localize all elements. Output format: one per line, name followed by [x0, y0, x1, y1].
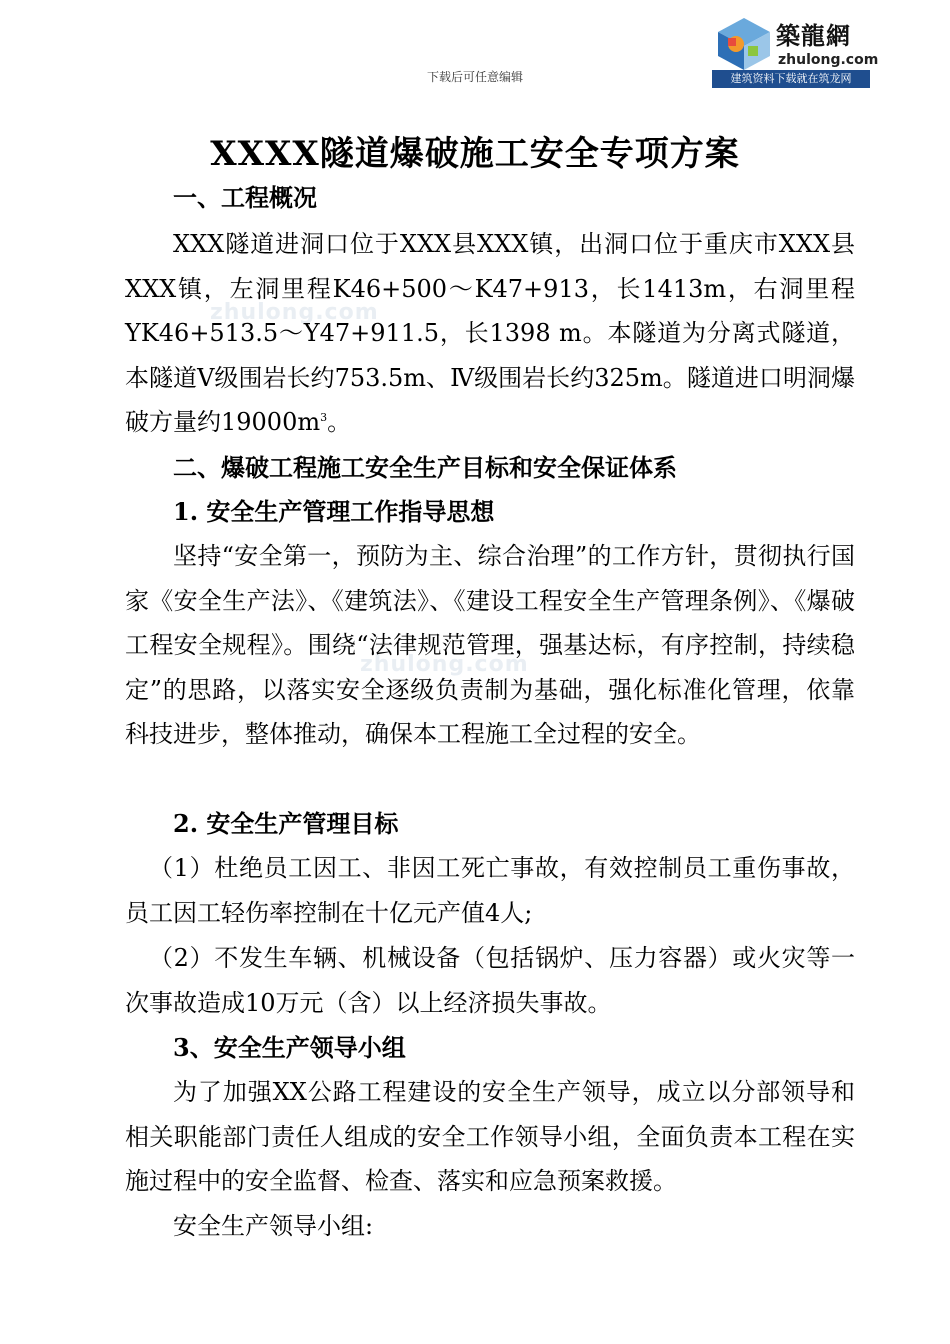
- header-note: 下载后可任意编辑: [426, 70, 523, 84]
- cubic-superscript: 3: [320, 411, 328, 424]
- logo-chinese-text: 築龍網: [776, 21, 851, 50]
- section-1-heading: 一、工程概况: [173, 183, 317, 212]
- watermark: zhulong.com: [360, 652, 529, 677]
- watermark: zhulong.com: [210, 300, 379, 325]
- goal-item-1: （1）杜绝员工因工、非因工死亡事故，有效控制员工重伤事故，员工因工轻伤率控制在十亿元产值4人;: [125, 854, 855, 927]
- subsection-3-heading: 3、安全生产领导小组: [173, 1033, 406, 1062]
- leadership-group-label: 安全生产领导小组:: [173, 1212, 374, 1240]
- section-1-end: 。: [327, 408, 352, 436]
- subsection-3-paragraph: 为了加强XX公路工程建设的安全生产领导，成立以分部领导和相关职能部门责任人组成的安全工作领导小组，全面负责本工程在实施过程中的安全监督、检查、落实和应急预案救援。: [125, 1078, 855, 1195]
- subsection-2-heading: 2. 安全生产管理目标: [173, 809, 399, 838]
- goal-item-2: （2）不发生车辆、机械设备（包括锅炉、压力容器）或火灾等一次事故造成10万元（含）以上经济损失事故。: [125, 944, 855, 1017]
- subsection-1-heading: 1. 安全生产管理工作指导思想: [173, 497, 495, 526]
- zhulong-logo[interactable]: [712, 12, 879, 88]
- logo-cube-icon: [714, 16, 774, 72]
- logo-slogan-band: 建筑资料下载就在筑龙网: [712, 70, 870, 88]
- document-title: XXXX隧道爆破施工安全专项方案: [210, 134, 740, 174]
- section-1-text: XXX隧道进洞口位于XXX县XXX镇，出洞口位于重庆市XXX县XXX镇，左洞里程K46+500～K47+913，长1413m，右洞里程YK46+513.5～Y47+911.5，长1398 m。本隧道为分离式隧道，本隧道Ⅴ级围岩长约753.5m、Ⅳ级围岩长约325m。隧道进口明洞爆破方量约19000m: [125, 230, 855, 436]
- logo-url-text: zhulong.com: [778, 52, 879, 68]
- subsection-1-paragraph: 坚持“安全第一，预防为主、综合治理”的工作方针，贯彻执行国家《安全生产法》、《建筑法》、《建设工程安全生产管理条例》、《爆破工程安全规程》。围绕“法律规范管理，强基达标，有序控制，持续稳定”的思路，以落实安全逐级负责制为基础，强化标准化管理，依靠科技进步，整体推动，确保本工程施工全过程的安全。: [125, 542, 855, 748]
- section-2-heading: 二、爆破工程施工安全生产目标和安全保证体系: [173, 453, 677, 482]
- section-1-paragraph: [125, 222, 855, 445]
